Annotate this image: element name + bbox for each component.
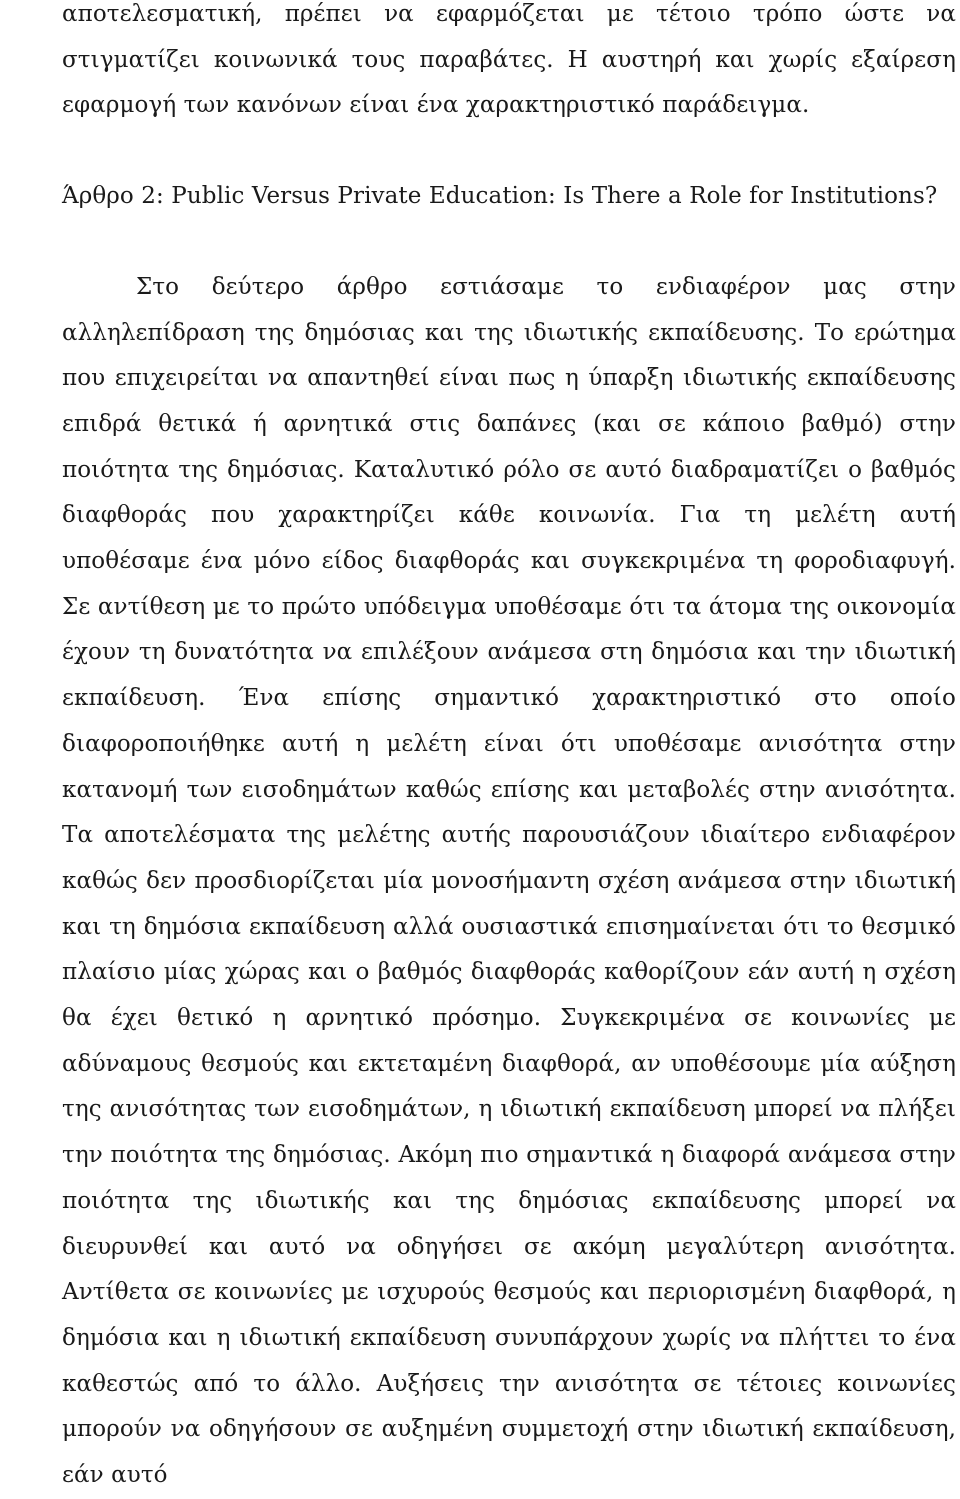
- intro-paragraph: αποτελεσματική, πρέπει να εφαρμόζεται με τέτοιο τρόπο ώστε να στιγματίζει κοινωνικά τους παραβάτες. Η αυστηρή και χωρίς εξαίρεση εφαρμογή των κανόνων είναι ένα χαρακτηριστικό παράδειγμα.: [62, 1, 956, 119]
- body-paragraph: Στο δεύτερο άρθρο εστιάσαμε το ενδιαφέρον μας στην αλληλεπίδραση της δημόσιας και της ιδιωτικής εκπαίδευσης. Το ερώτημα που επιχειρείται να απαντηθεί είναι πως η ύπαρξη ιδιωτικής εκπαίδευσης επιδρά θετικά ή αρνητικά στις δαπάνες (και σε κάποιο βαθμό) στην ποιότητα της δημόσιας. Καταλυτικό ρόλο σε αυτό διαδραματίζει ο βαθμός διαφθοράς που χαρακτηρίζει κάθε κοινωνία. Για τη μελέτη αυτή υποθέσαμε ένα μόνο είδος διαφθοράς και συγκεκριμένα τη φοροδιαφυγή. Σε αντίθεση με το πρώτο υπόδειγμα υποθέσαμε ότι τα άτομα της οικονομία έχουν τη δυνατότητα να επιλέξουν ανάμεσα στη δημόσια και την ιδιωτική εκπαίδευση. Ένα επίσης σημαντικό χαρακτηριστικό στο οποίο διαφοροποιήθηκε αυτή η μελέτη είναι ότι υποθέσαμε ανισότητα στην κατανομή των εισοδημάτων καθώς επίσης και μεταβολές στην ανισότητα. Τα αποτελέσματα της μελέτης αυτής παρουσιάζουν ιδιαίτερο ενδιαφέρον καθώς δεν προσδιορίζεται μία μονοσήμαντη σχέση ανάμεσα στην ιδιωτική και τη δημόσια εκπαίδευση αλλά ουσιαστικά επισημαίνεται ότι το θεσμικό πλαίσιο μίας χώρας και ο βαθμός διαφθοράς καθορίζουν εάν αυτή η σχέση θα έχει θετικό η αρνητικό πρόσημο. Συγκεκριμένα σε κοινωνίες με αδύναμους θεσμούς και εκτεταμένη διαφθορά, αν υποθέσουμε μία αύξηση της ανισότητας των εισοδημάτων, η ιδιωτική εκπαίδευση μπορεί να πλήξει την ποιότητα της δημόσιας. Ακόμη πιο σημαντικά η διαφορά ανάμεσα στην ποιότητα της ιδιωτικής και της δημόσιας εκπαίδευσης μπορεί να διευρυνθεί και αυτό να οδηγήσει σε ακόμη μεγαλύτερη ανισότητα. Αντίθετα σε κοινωνίες με ισχυρούς θεσμούς και περιορισμένη διαφθορά, η δημόσια και η ιδιωτική εκπαίδευση συνυπάρχουν χωρίς να πλήττει το ένα καθεστώς από το άλλο. Αυξήσεις την ανισότητα σε τέτοιες κοινωνίες μπορούν να οδηγήσουν σε αυξημένη συμμετοχή στην ιδιωτική εκπαίδευση, εάν αυτό: [62, 273, 956, 1489]
- section-heading: Άρθρο 2: Public Versus Private Education: Is There a Role for Institutions?: [62, 183, 938, 210]
- document-page: [62, 0, 956, 1499]
